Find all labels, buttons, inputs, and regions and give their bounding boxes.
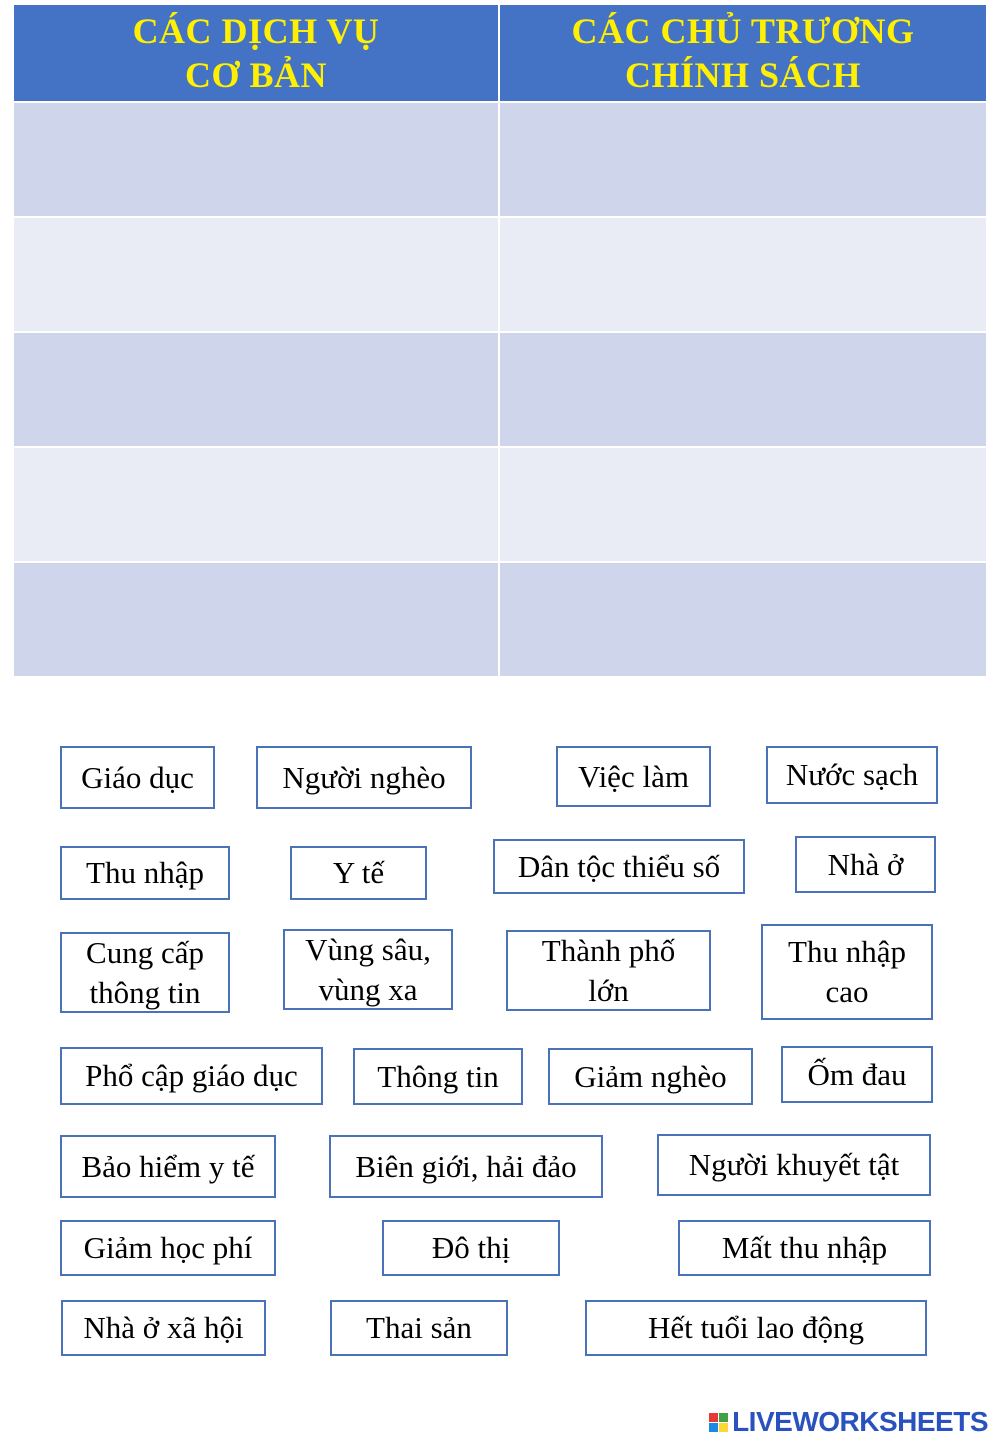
drag-card-nha-o-xa-hoi[interactable]: [61, 1300, 266, 1356]
card-label: Biên giới, hải đảo: [355, 1148, 577, 1184]
header-policies: [500, 5, 986, 101]
table-row: [14, 448, 986, 561]
drag-card-bien-gioi-hai-dao[interactable]: [329, 1135, 603, 1198]
drag-card-vung-sau-vung-xa[interactable]: [283, 929, 453, 1010]
table-row: [14, 563, 986, 676]
answer-table: [14, 5, 986, 676]
liveworksheets-brand[interactable]: [709, 1406, 988, 1438]
drag-card-om-dau[interactable]: [781, 1046, 933, 1103]
logo-tile: [709, 1423, 718, 1432]
card-label: Thu nhập: [788, 934, 906, 969]
table-row: [14, 103, 986, 216]
drop-zone-services[interactable]: [14, 448, 498, 561]
drag-card-thanh-pho-lon[interactable]: [506, 930, 711, 1011]
card-label: Cung cấp: [86, 934, 204, 970]
card-label: Thành phố: [541, 932, 676, 968]
card-label: Nước sạch: [785, 757, 919, 792]
card-label: Giảm học phí: [83, 1230, 253, 1265]
card-label: Bảo hiểm y tế: [81, 1148, 255, 1184]
card-label: Dân tộc thiểu số: [517, 848, 721, 884]
card-label: Giáo dục: [81, 759, 194, 795]
card-label: Giảm nghèo: [574, 1058, 727, 1094]
header-basic-services: [14, 5, 498, 101]
card-label: vùng xa: [318, 971, 418, 1007]
drop-zone-services[interactable]: [14, 218, 498, 331]
card-label: Thai sản: [366, 1310, 472, 1345]
table-row: [14, 333, 986, 446]
card-label: cao: [825, 974, 869, 1009]
drag-card-mat-thu-nhap[interactable]: [678, 1220, 931, 1276]
drag-card-nha-o[interactable]: [795, 836, 936, 893]
card-label: Phổ cập giáo dục: [85, 1058, 298, 1093]
card-label: Việc làm: [578, 758, 689, 794]
drag-card-het-tuoi-lao-dong[interactable]: [585, 1300, 927, 1356]
card-label: Người khuyết tật: [688, 1147, 900, 1182]
card-label: Thông tin: [377, 1058, 499, 1094]
drag-card-giam-ngheo[interactable]: [548, 1048, 753, 1105]
drag-card-dan-toc-thieu-so[interactable]: [493, 839, 745, 894]
drop-zone-policies[interactable]: [500, 103, 986, 216]
drag-card-thai-san[interactable]: [330, 1300, 508, 1356]
drop-zone-policies[interactable]: [500, 218, 986, 331]
card-label: thông tin: [89, 974, 201, 1010]
drop-zone-services[interactable]: [14, 333, 498, 446]
header-basic-services-line: CƠ BẢN: [184, 55, 327, 95]
table-row: [14, 218, 986, 331]
header-basic-services-line: CÁC DỊCH VỤ: [132, 11, 380, 51]
drag-card-y-te[interactable]: [290, 846, 427, 900]
drop-zone-services[interactable]: [14, 563, 498, 676]
logo-tile: [709, 1413, 718, 1422]
drop-zone-policies[interactable]: [500, 333, 986, 446]
drop-zone-services[interactable]: [14, 103, 498, 216]
drag-card-thu-nhap[interactable]: [60, 846, 230, 900]
card-label: Hết tuổi lao động: [647, 1310, 865, 1345]
drag-card-viec-lam[interactable]: [556, 746, 711, 807]
card-label: Vùng sâu,: [305, 931, 431, 967]
drag-card-giao-duc[interactable]: [60, 746, 215, 809]
drag-card-nguoi-khuyet-tat[interactable]: [657, 1134, 931, 1196]
drag-card-thong-tin[interactable]: [353, 1048, 523, 1105]
drag-card-pho-cap-giao-duc[interactable]: [60, 1047, 323, 1105]
card-label: Thu nhập: [86, 855, 204, 890]
card-label: Người nghèo: [282, 759, 446, 795]
card-label: Nhà ở: [827, 846, 904, 882]
drag-card-cung-cap-thong-tin[interactable]: [60, 932, 230, 1013]
brand-name: LIVEWORKSHEETS: [732, 1406, 988, 1437]
card-label: Ốm đau: [807, 1056, 907, 1092]
card-label: Mất thu nhập: [721, 1230, 888, 1265]
logo-tile: [719, 1423, 728, 1432]
liveworksheets-logo-icon: [709, 1413, 728, 1432]
table-header: [14, 5, 986, 101]
card-label: lớn: [588, 972, 629, 1008]
drag-card-nguoi-ngheo[interactable]: [256, 746, 472, 809]
drop-zone-policies[interactable]: [500, 448, 986, 561]
header-policies-line: CÁC CHỦ TRƯƠNG: [571, 11, 915, 51]
card-label: Y tế: [332, 855, 385, 890]
card-label: Đô thị: [431, 1230, 511, 1265]
drag-card-thu-nhap-cao[interactable]: [761, 924, 933, 1020]
drop-zone-policies[interactable]: [500, 563, 986, 676]
drag-card-giam-hoc-phi[interactable]: [60, 1220, 276, 1276]
drag-card-do-thi[interactable]: [382, 1220, 560, 1276]
logo-tile: [719, 1413, 728, 1422]
header-policies-line: CHÍNH SÁCH: [624, 55, 862, 95]
drag-card-bao-hiem-y-te[interactable]: [60, 1135, 276, 1198]
drag-card-nuoc-sach[interactable]: [766, 746, 938, 804]
card-label: Nhà ở xã hội: [83, 1310, 244, 1345]
